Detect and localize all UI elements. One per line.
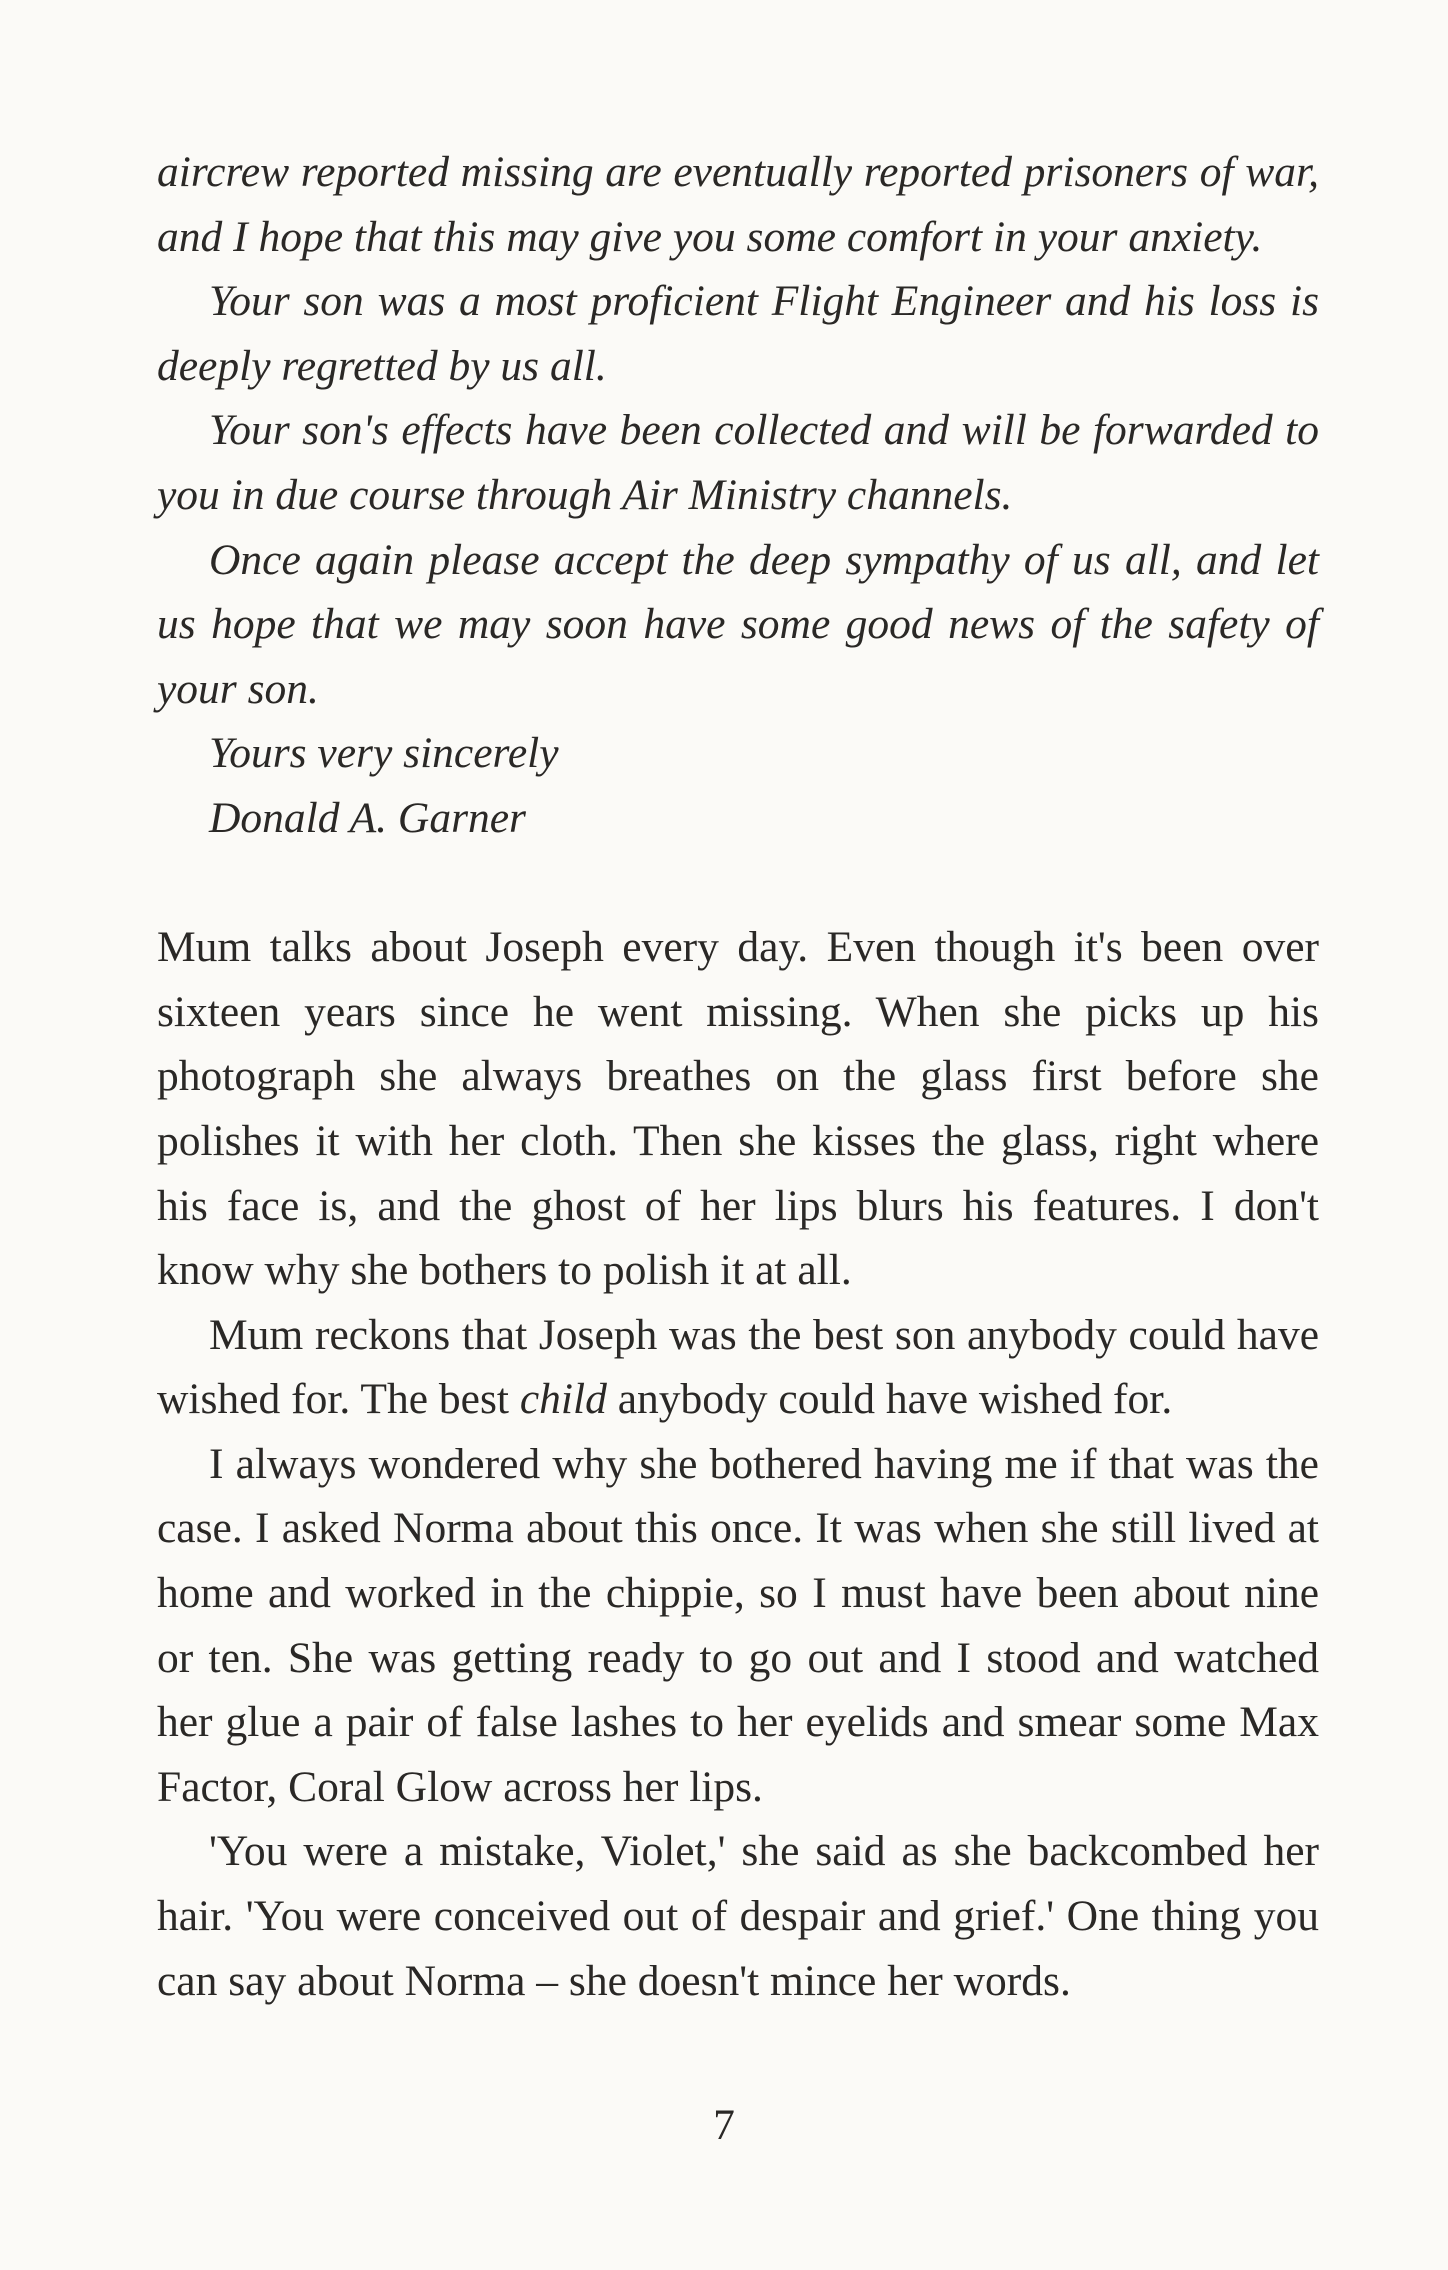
letter-paragraph-4: Once again please accept the deep sympathy of us all, and let us hope that we may soon have some good news of the safety of your son.: [157, 535, 1319, 713]
letter-paragraph-2: Your son was a most proficient Flight Engineer and his loss is deeply regretted by us all.: [157, 277, 1319, 390]
letter-excerpt: [157, 140, 1319, 851]
page-number: 7: [713, 2101, 735, 2149]
letter-closing: Yours very sincerely: [209, 729, 559, 778]
narrative-paragraph-2: [157, 1303, 1319, 1432]
letter-paragraph-1: aircrew reported missing are eventually reported prisoners of war, and I hope that this may give you some comfort in your anxiety.: [157, 148, 1319, 261]
letter-signature: Donald A. Garner: [209, 793, 526, 842]
narrative-paragraph-4: 'You were a mistake, Violet,' she said as she backcombed her hair. 'You were conceived out of despair and grief.' One thing you can say about Norma – she doesn't mince her words.: [157, 1827, 1319, 2005]
narrative-paragraph-2-before: Mum reckons that Joseph was the best son anybody could have wished for. The best: [157, 1310, 1319, 1424]
narrative-paragraph-2-after: anybody could have wished for.: [606, 1375, 1173, 1424]
letter-paragraph-3: Your son's effects have been collected and will be forwarded to you in due course through Air Ministry channels.: [157, 406, 1319, 519]
narrative-text: [157, 915, 1319, 2013]
narrative-paragraph-3: I always wondered why she bothered having me if that was the case. I asked Norma about this once. It was when she still lived at home and worked in the chippie, so I must have been about nine or ten. She was getting ready to go out and I stood and watched her glue a pair of false lashes to her eyelids and smear some Max Factor, Coral Glow across her lips.: [157, 1439, 1319, 1811]
emphasized-word: child: [519, 1375, 607, 1424]
narrative-paragraph-1: Mum talks about Joseph every day. Even though it's been over sixteen years since he went missing. When she picks up his photograph she always breathes on the glass first before she polishes it with her cloth. Then she kisses the glass, right where his face is, and the ghost of her lips blurs his features. I don't know why she bothers to polish it at all.: [157, 923, 1319, 1295]
book-page: [157, 140, 1319, 2013]
